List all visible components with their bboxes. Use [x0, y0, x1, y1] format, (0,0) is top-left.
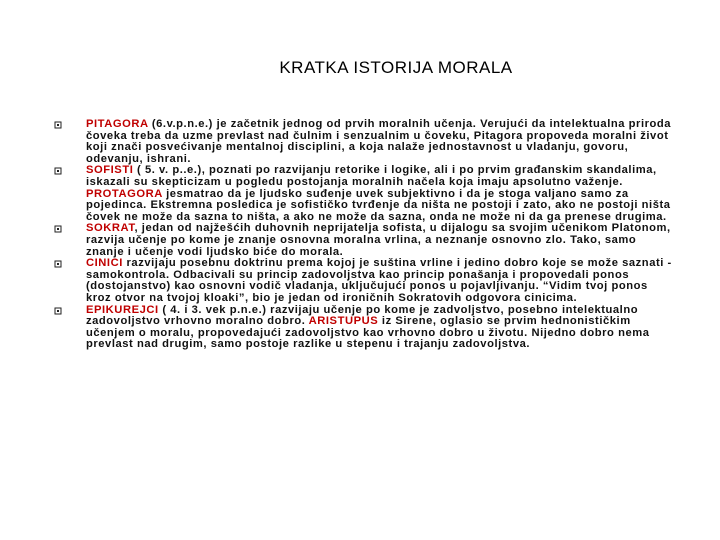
- item-text: jesmatrao da je ljudsko suđenje uvek subjektivno i da je stoga valjano samo za pojedinca. Ekstremna posledica je sofističko tvrđenje da ništa ne postoji i zato, ako ne postoji ništa čovek ne može da sazna to ništa, a ako ne može da sazna, onda ne može ni da ga prenese drugima.: [86, 187, 671, 223]
- item-text: , jedan od najžešćih duhovnih neprijatelja sofista, u dijalogu sa svojim učenikom Platonom, razvija učenje po kome je znanje osnovna moralna vrlina, a neznanje osnovno zlo. Tako, samo znanje i učenje vodi ljudsko biće do morala.: [86, 222, 671, 258]
- philosopher-name: CINICI: [86, 257, 123, 270]
- bullet-list: [56, 119, 676, 351]
- item-text: razvijaju posebnu doktrinu prema kojoj je suština vrline i jedino dobro koje se može saznati - samokontrola. Odbacivali su princip zadovoljstva kao princip ponašanja i propovedali ponos (dostojanstvo) kao osnovni vodič vladanja, uključujući ponos u pojavljivanju. “Vidim tvoj ponos kroz otvor na tvojoj kloaki”, bio je jedan od ironičnih Sokratovih odgovora cinicima.: [86, 257, 672, 304]
- item-text: iz Sirene, oglasio se prvim hednonističkim učenjem o moralu, propovedajući zadovoljstvo kao vrhovno dobro u životu. Nijedno dobro nema prevlast nad drugim, samo postoje razlike u stepenu i trajanju zadovoljstva.: [86, 315, 650, 351]
- square-bullet-icon: [54, 121, 62, 129]
- square-bullet-icon: [54, 225, 62, 233]
- list-item: [56, 223, 676, 258]
- item-text: ( 5. v. p..e.), poznati po razvijanju retorike i logike, ali i po prvim građanskim skandalima, iskazali su skepticizam u pogledu postojanja moralnih načela koja imaju apsolutno važenje.: [86, 164, 657, 188]
- slide-title: KRATKA ISTORIJA MORALA: [279, 58, 513, 77]
- philosopher-name: ARISTUPUS: [308, 315, 379, 328]
- square-bullet-icon: [54, 307, 62, 315]
- philosopher-name: SOFISTI: [86, 164, 134, 177]
- square-bullet-icon: [54, 260, 62, 268]
- philosopher-name: SOKRAT: [86, 222, 135, 235]
- philosopher-name: EPIKUREJCI: [86, 303, 159, 316]
- philosopher-name: PROTAGORA: [86, 187, 163, 200]
- list-item: [56, 165, 676, 223]
- list-item: [56, 258, 676, 304]
- square-bullet-icon: [54, 167, 62, 175]
- list-item: [56, 119, 676, 165]
- item-text: ( 4. i 3. vek p.n.e.) razvijaju učenje po kome je zadvoljstvo, posebno intelektualno zadovoljstvo vrhovno moralno dobro.: [86, 303, 639, 328]
- philosopher-name: PITAGORA: [86, 118, 149, 130]
- list-item: [56, 305, 676, 351]
- item-text: (6.v.p.n.e.) je začetnik jednog od prvih moralnih učenja. Verujući da intelektualna priroda čoveka treba da uzme prevlast nad čulnim i senzualnim u čoveku, Pitagora propoveda moralni život koji znači posvećivanje mentalnoj disciplini, a koja nalaže jednostavnost u vladanju, govoru, odevanju, ishrani.: [86, 118, 672, 165]
